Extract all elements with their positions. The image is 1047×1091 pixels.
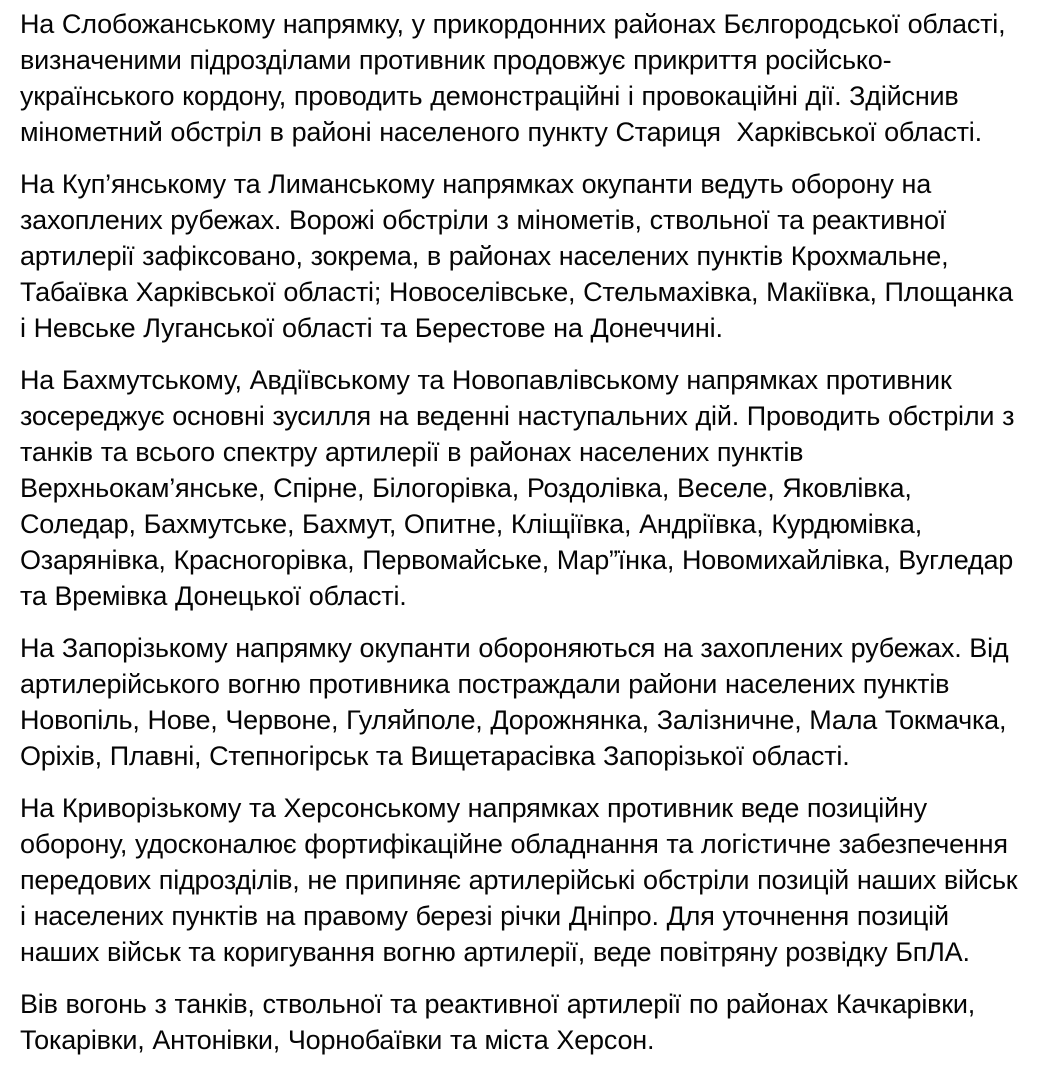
- report-paragraph-kryvyi-rih-kherson: На Криворізькому та Херсонському напрямках противник веде позиційну оборону, удосконалює фортифікаційне обладнання та логістичне забезпечення передових підрозділів, не припиняє артилерійські обстріли позицій наших військ і населених пунктів на правому березі річки Дніпро. Для уточнення позицій наших військ та коригування вогню артилерії, веде повітряну розвідку БпЛА.: [20, 793, 1026, 967]
- report-paragraph-zaporizhzhia: На Запорізькому напрямку окупанти обороняються на захоплених рубежах. Від артилерійського вогню противника постраждали райони населених пунктів Новопіль, Нове, Червоне, Гуляйполе, Дорожнянка, Залізничне, Мала Токмачка, Оріхів, Плавні, Степногірськ та Вищетарасівка Запорізької області.: [20, 633, 1017, 771]
- report-paragraph-tank-artillery-fire: Вів вогонь з танків, ствольної та реактивної артилерії по районах Качкарівки, Токарівки, Антонівки, Чорнобаївки та міста Херсон.: [20, 989, 983, 1055]
- report-paragraph-bakhmut-avdiivka-novopavlivka: На Бахмутському, Авдіївському та Новопавлівському напрямках противник зосереджує основні зусилля на веденні наступальних дій. Проводить обстріли з танків та всього спектру артилерії в районах населених пунктів Верхньокам’янське, Спірне, Білогорівка, Роздолівка, Веселе, Яковлівка, Соледар, Бахмутське, Бахмут, Опитне, Кліщіївка, Андріївка, Курдюмівка, Озарянівка, Красногорівка, Первомайське, Мар”їнка, Новомихайлівка, Вугледар та Времівка Донецької області.: [20, 365, 1023, 611]
- report-paragraph-slobozhansky: На Слобожанському напрямку, у прикордонних районах Бєлгородської області, визначеними підрозділами противник продовжує прикриття російсько-українського кордону, проводить демонстраційні і провокаційні дії. Здійснив мінометний обстріл в районі населеного пункту Стариця Харківської області.: [20, 9, 1014, 147]
- report-paragraph-kupyansk-lyman: На Куп’янському та Лиманському напрямках окупанти ведуть оборону на захоплених рубежах. Ворожі обстріли з мінометів, ствольної та реактивної артилерії зафіксовано, зокрема, в районах населених пунктів Крохмальне, Табаївка Харківської області; Новоселівське, Стельмахівка, Макіївка, Площанка і Невське Луганської області та Берестове на Донеччині.: [20, 169, 1021, 343]
